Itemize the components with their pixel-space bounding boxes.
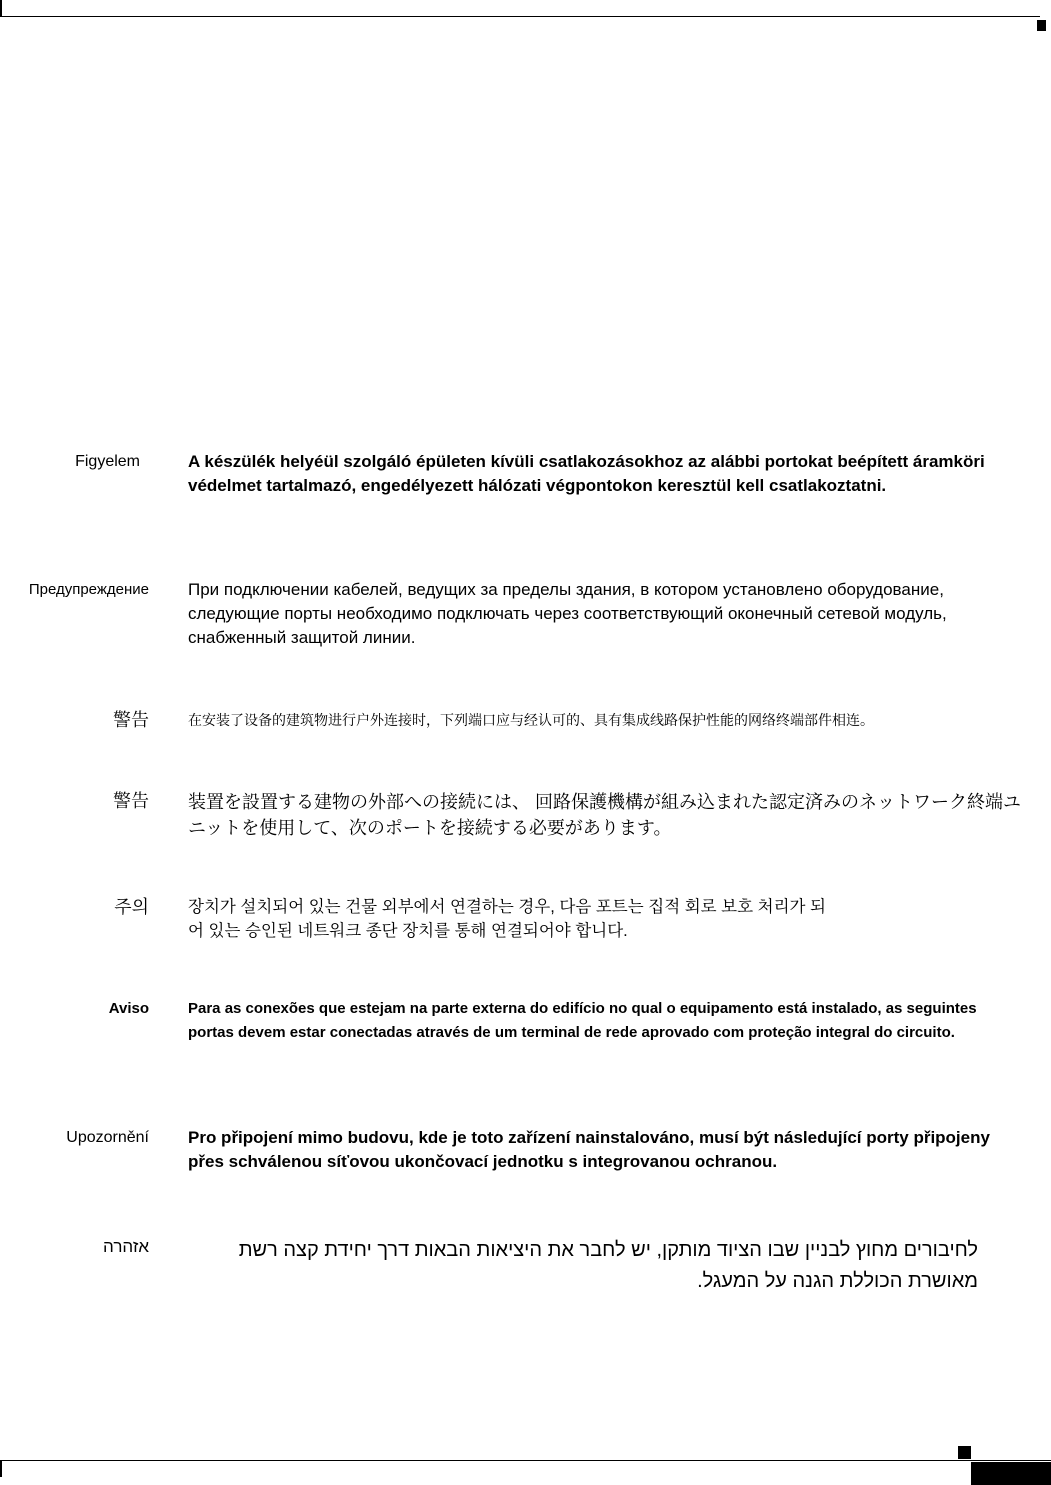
warning-text: 装置を設置する建物の外部への接続には、 回路保護機構が組み込まれた認定済みのネットワーク終端ユニットを使用して、次のポートを接続する必要があります。	[188, 792, 1021, 838]
top-rule	[0, 16, 1040, 17]
warning-label: 주의	[114, 897, 149, 917]
warning-text: При подключении кабелей, ведущих за пределы здания, в котором установлено оборудование, следующие порты необходимо подключать через соответствующий оконечный сетевой модуль, снабженный защитой линии.	[188, 580, 947, 647]
top-right-marker	[1037, 20, 1046, 31]
warning-text: 장치가 설치되어 있는 건물 외부에서 연결하는 경우, 다음 포트는 집적 회로 보호 처리가 되어 있는 승인된 네트워크 종단 장치를 통해 연결되어야 합니다.	[188, 898, 826, 940]
warning-label: Figyelem	[75, 453, 140, 470]
warning-text: Para as conexões que estejam na parte externa do edifício no qual o equipamento está instalado, as seguintes portas devem estar conectadas através de um terminal de rede aprovado com proteção integral do circuito.	[188, 1000, 977, 1041]
warning-label: Aviso	[108, 1000, 149, 1017]
bottom-marker	[958, 1446, 971, 1459]
warning-label: Upozornění	[66, 1129, 149, 1146]
warning-label: אזהרה	[103, 1237, 149, 1256]
warning-label: 警告	[113, 791, 149, 811]
warning-label: 警告	[113, 710, 149, 730]
top-left-tick	[0, 0, 2, 17]
warning-text: 在安装了设备的建筑物进行户外连接时，下列端口应与经认可的、具有集成线路保护性能的网络终端部件相连。	[188, 712, 874, 728]
warning-text: Pro připojení mimo budovu, kde je toto zařízení nainstalováno, musí být následující porty připojeny přes schválenou síťovou ukončovací jednotku s integrovanou ochranou.	[188, 1128, 990, 1171]
bottom-left-tick	[0, 1460, 2, 1477]
warning-text: A készülék helyéül szolgáló épületen kívüli csatlakozásokhoz az alábbi portokat beépített áramköri védelmet tartalmazó, engedélyezett hálózati végpontokon keresztül kell csatlakoztatni.	[188, 452, 985, 495]
warning-text: לחיבורים מחוץ לבניין שבו הציוד מותקן, יש לחבר את היציאות הבאות דרך יחידת קצה רשת מאושרת הכוללת הגנה על המעגל.	[238, 1239, 978, 1292]
bottom-rule	[0, 1460, 1051, 1461]
warning-label: Предупреждение	[28, 581, 149, 598]
page-number-tab	[971, 1462, 1051, 1485]
